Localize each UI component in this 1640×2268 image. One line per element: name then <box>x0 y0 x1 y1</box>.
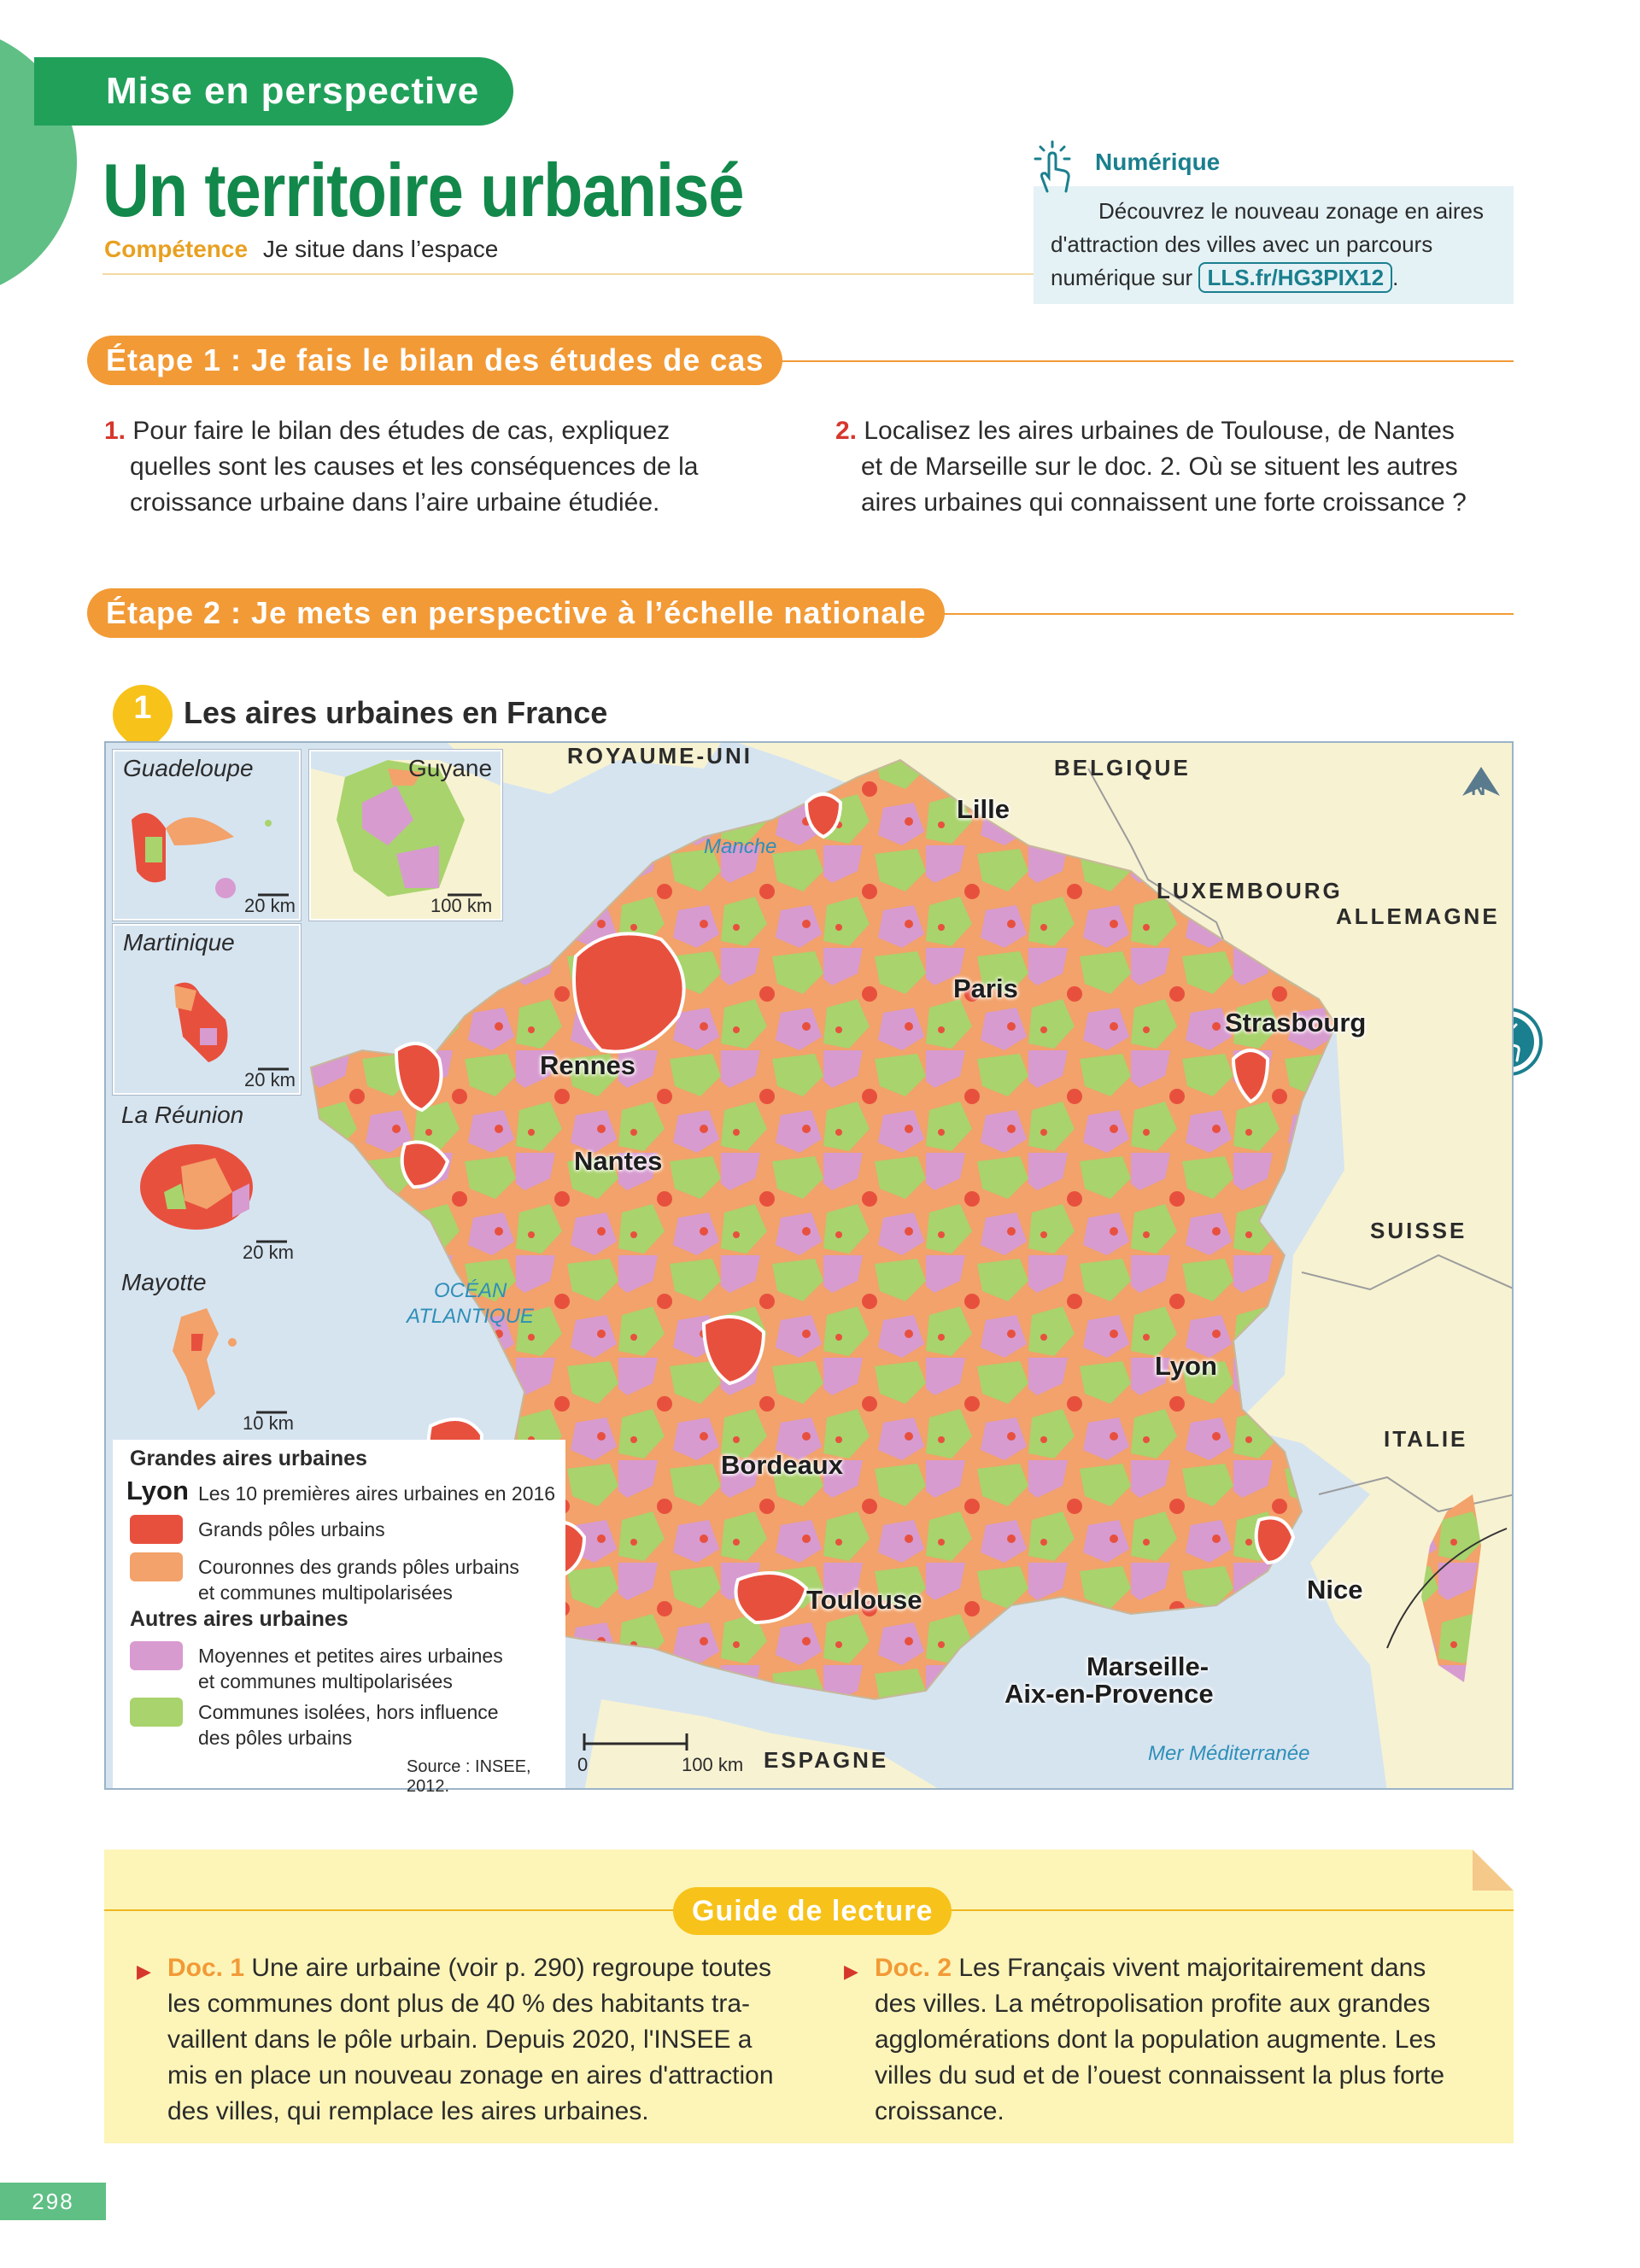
inset-label-guadeloupe: Guadeloupe <box>123 755 254 781</box>
inset-scale-reunion: 20 km <box>243 1242 294 1263</box>
label-royaume-uni: ROYAUME-UNI <box>567 743 753 769</box>
numerique-box <box>1034 186 1514 304</box>
guide-left-line: vaillent dans le pôle urbain. Depuis 2020, l'INSEE a <box>167 2025 753 2054</box>
question-2-line: Localisez les aires urbaines de Toulouse, de Nantes <box>864 417 1455 445</box>
numerique-link[interactable]: LLS.fr/HG3PIX12 <box>1198 262 1392 293</box>
inset-scale-martinique: 20 km <box>244 1069 296 1090</box>
legend-swatch-green <box>130 1698 183 1727</box>
inset-guyane <box>309 750 502 921</box>
competence-label: Compétence <box>104 236 249 262</box>
legend-source: Source : INSEE, 2012. <box>407 1757 531 1796</box>
legend-item-4a: Communes isolées, hors influence <box>198 1701 499 1723</box>
guide-left-line: les communes dont plus de 40 % des habitants tra- <box>167 1990 751 2018</box>
bullet-arrow-icon: ▶ <box>137 1961 151 1982</box>
guide-left <box>137 1950 782 2130</box>
question-1-line: croissance urbaine dans l’aire urbaine étudiée. <box>130 488 660 517</box>
label-mediterranee: Mer Méditerranée <box>1148 1742 1310 1765</box>
city-marseille: Marseille- <box>1086 1651 1210 1681</box>
legend-item-4b: des pôles urbains <box>198 1727 353 1749</box>
legend-item-3b: et communes multipolarisées <box>198 1670 453 1692</box>
step2-rule <box>854 613 1514 615</box>
legend-sample-text: Les 10 premières aires urbaines en 2016 <box>198 1482 556 1505</box>
legend-item-1: Grands pôles urbains <box>198 1518 385 1540</box>
numerique-text-after-link: . <box>1392 265 1399 290</box>
city-toulouse: Toulouse <box>806 1585 922 1615</box>
label-italie: ITALIE <box>1384 1426 1468 1452</box>
scale-start: 0 <box>577 1754 589 1775</box>
guide-right-line: villes du sud et de l’ouest connaissent la plus forte <box>875 2061 1445 2090</box>
inset-scale-mayotte: 10 km <box>243 1412 294 1434</box>
numerique-line1: Découvrez le nouveau zonage en aires <box>1098 198 1484 224</box>
inset-reunion <box>113 1098 297 1266</box>
guide-left-doc: Doc. 1 <box>167 1954 245 1982</box>
page-fold-corner <box>1473 1850 1514 1891</box>
doc-number: 1 <box>133 690 152 726</box>
step1-label: Étape 1 : Je fais le bilan des études de cas <box>87 336 782 385</box>
city-nantes: Nantes <box>574 1146 663 1176</box>
map-legend <box>113 1440 565 1796</box>
question-2-line: aires urbaines qui connaissent une forte croissance ? <box>861 488 1467 517</box>
question-1-line: Pour faire le bilan des études de cas, expliquez <box>132 417 671 445</box>
city-paris: Paris <box>953 973 1018 1003</box>
guide-left-line: mis en place un nouveau zonage en aires d'attraction <box>167 2061 774 2090</box>
title-rule <box>102 273 1034 275</box>
page-number: 298 <box>0 2183 106 2220</box>
north-label: N <box>1471 777 1486 800</box>
legend-item-2b: et communes multipolarisées <box>198 1581 453 1604</box>
question-2-line: et de Marseille sur le doc. 2. Où se situent les autres <box>861 453 1458 481</box>
numerique-heading: Numérique <box>1095 149 1221 175</box>
legend-swatch-red <box>130 1515 183 1544</box>
guide-left-line: des villes, qui remplace les aires urbaines. <box>167 2097 649 2125</box>
guide-right-line: agglomérations dont la population augmente. Les <box>875 2025 1437 2054</box>
bullet-arrow-icon: ▶ <box>844 1961 858 1982</box>
label-manche: Manche <box>704 835 777 858</box>
inset-label-mayotte: Mayotte <box>121 1269 207 1295</box>
guide-right-line: des villes. La métropolisation profite aux grandes <box>875 1990 1431 2018</box>
label-atlantique: ATLANTIQUE <box>407 1305 534 1328</box>
question-1 <box>104 413 753 521</box>
city-rennes: Rennes <box>540 1050 636 1080</box>
label-belgique: BELGIQUE <box>1054 755 1191 780</box>
competence <box>104 236 498 263</box>
numerique-text-before-link: numérique sur <box>1051 265 1193 290</box>
question-2-number: 2. <box>835 417 858 445</box>
numerique-line2: d'attraction des villes avec un parcours <box>1051 231 1433 257</box>
legend-sample-city: Lyon <box>126 1476 189 1505</box>
guide-title: Guide de lecture <box>673 1887 952 1935</box>
city-aix-en-provence: Aix-en-Provence <box>1004 1679 1214 1709</box>
inset-guadeloupe <box>113 750 301 921</box>
city-nice: Nice <box>1307 1575 1363 1605</box>
doc-title: Les aires urbaines en France <box>184 695 608 730</box>
legend-item-2a: Couronnes des grands pôles urbains <box>198 1556 519 1578</box>
step2-label: Étape 2 : Je mets en perspective à l’échelle nationale <box>87 588 945 638</box>
page-title: Un territoire urbanisé <box>102 148 744 232</box>
label-suisse: SUISSE <box>1370 1218 1467 1243</box>
inset-label-martinique: Martinique <box>123 929 235 956</box>
competence-text: Je situe dans l’espace <box>262 236 499 262</box>
guide-right-doc: Doc. 2 <box>875 1954 952 1982</box>
label-luxembourg: LUXEMBOURG <box>1157 878 1343 903</box>
inset-martinique <box>113 924 301 1095</box>
city-strasbourg: Strasbourg <box>1225 1008 1367 1038</box>
legend-item-3a: Moyennes et petites aires urbaines <box>198 1645 503 1667</box>
guide-right-line: Les Français vivent majoritairement dans <box>952 1954 1426 1982</box>
question-1-number: 1. <box>104 417 126 445</box>
numerique-line3 <box>1051 261 1496 295</box>
guide-right <box>844 1950 1498 2130</box>
label-ocean: OCÉAN <box>434 1279 507 1302</box>
section-tab: Mise en perspective <box>34 57 513 126</box>
scale-end: 100 km <box>682 1754 744 1775</box>
legend-swatch-pink <box>130 1641 183 1670</box>
inset-label-guyane: Guyane <box>408 755 493 781</box>
inset-scale-guadeloupe: 20 km <box>244 895 296 916</box>
legend-swatch-orange <box>130 1552 183 1581</box>
city-lyon: Lyon <box>1155 1351 1217 1381</box>
label-allemagne: ALLEMAGNE <box>1336 903 1500 929</box>
inset-scale-guyane: 100 km <box>430 895 493 916</box>
city-lille: Lille <box>957 794 1010 824</box>
question-1-line: quelles sont les causes et les conséquences de la <box>130 453 699 481</box>
touch-hand-icon <box>1023 138 1081 196</box>
inset-mayotte <box>113 1266 297 1436</box>
legend-heading-other: Autres aires urbaines <box>130 1607 348 1631</box>
guide-right-line: croissance. <box>875 2097 1004 2125</box>
legend-heading-large: Grandes aires urbaines <box>130 1447 367 1470</box>
guide-left-line: Une aire urbaine (voir p. 290) regroupe toutes <box>244 1954 772 1982</box>
label-espagne: ESPAGNE <box>764 1747 889 1773</box>
inset-label-reunion: La Réunion <box>121 1102 244 1128</box>
city-bordeaux: Bordeaux <box>721 1450 843 1480</box>
question-2 <box>835 413 1514 521</box>
